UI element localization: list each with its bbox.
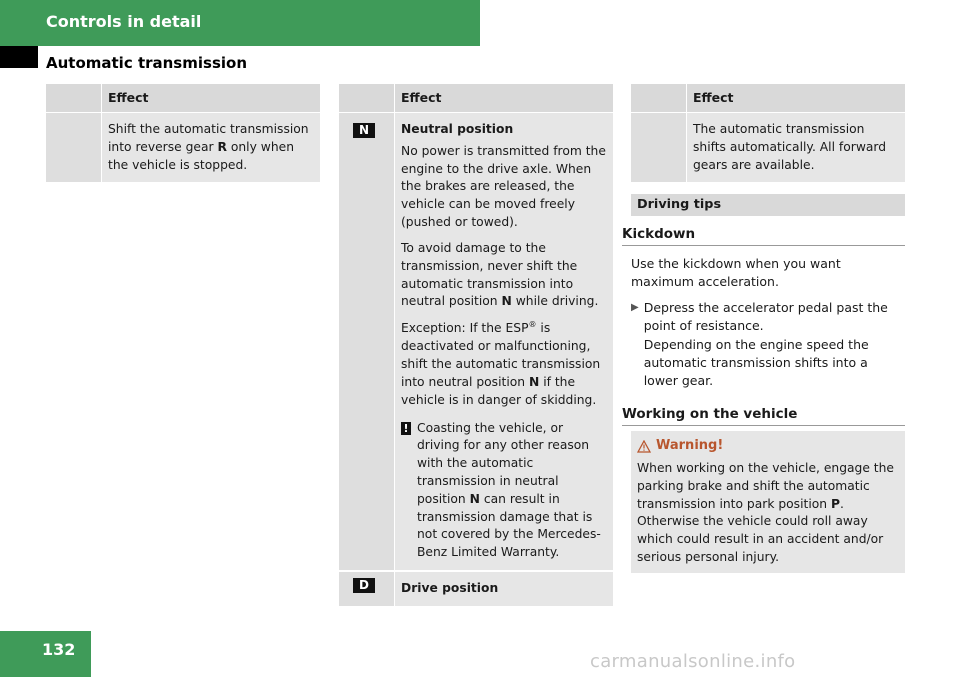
warning-box [631, 431, 905, 573]
icon-column-header [46, 84, 101, 113]
icon-column-header [631, 84, 686, 113]
effect-table-reverse [46, 84, 320, 184]
watermark: carmanualsonline.info [590, 651, 796, 672]
row-title: Neutral position [401, 122, 514, 136]
bullet-result: Depending on the engine speed the automatic transmission shifts into a lower gear. [643, 336, 869, 388]
effect-table-drive [631, 84, 905, 184]
icon-cell [631, 113, 686, 184]
warning-header [637, 437, 899, 456]
kickdown-body [631, 255, 905, 390]
arrow-bullet-icon: ▶ [631, 302, 639, 314]
paragraph: No power is transmitted from the engine to the drive axle. When the brakes are released, the vehicle can be moved freely (pushed or towed). [401, 143, 606, 230]
table-row [339, 572, 613, 608]
page-number-box [0, 631, 91, 677]
effect-cell [394, 113, 613, 572]
warning-title: Warning! [656, 438, 724, 453]
notice-exclamation-icon: ! [401, 422, 411, 435]
table-row [339, 113, 613, 572]
effect-header: Effect [101, 84, 320, 113]
bullet-step: Depress the accelerator pedal past the point of resistance. [643, 300, 888, 334]
gear-d-icon: D [353, 578, 375, 593]
icon-cell [339, 113, 394, 572]
warning-triangle-icon [637, 440, 651, 453]
reverse-text: Shift the automatic transmission into reverse gear [108, 122, 309, 154]
driving-tips-bar [631, 194, 905, 216]
driving-tips-label: Driving tips [637, 197, 722, 212]
list-item [631, 299, 905, 390]
icon-cell [339, 572, 394, 608]
effect-cell: The automatic transmission shifts automatically. All forward gears are available. [686, 113, 905, 184]
icon-column-header [339, 84, 394, 113]
effect-header: Effect [394, 84, 613, 113]
notice-text: Coasting the vehicle, or driving for any other reason with the automatic transmission in neutral position N can result in transmission damage that is not covered by the Mercedes-Benz Limited Warranty. [417, 420, 601, 560]
reverse-gear-letter: R [217, 139, 227, 154]
notice-block [401, 420, 607, 563]
effect-cell [394, 572, 613, 608]
page-number: 132 [42, 640, 76, 659]
icon-cell [46, 113, 101, 184]
reverse-text-tail: only when the vehicle is stopped. [108, 139, 294, 172]
kickdown-heading: Kickdown [622, 226, 905, 246]
section-title: Controls in detail [46, 12, 202, 31]
paragraph: Exception: If the ESP® is deactivated or malfunctioning, shift the automatic transmission into neutral position N if the vehicle is in danger of skidding. [401, 320, 601, 407]
paragraph: To avoid damage to the transmission, never shift the automatic transmission into neutral position N while driving. [401, 240, 599, 309]
page-subtitle: Automatic transmission [46, 54, 247, 72]
effect-cell [101, 113, 320, 184]
effect-header: Effect [686, 84, 905, 113]
gear-n-icon: N [353, 123, 375, 138]
effect-table-neutral-drive [339, 84, 613, 608]
header-tab-marker [0, 46, 38, 68]
warning-text: When working on the vehicle, engage the parking brake and shift the automatic transmission into park position P. Otherwise the vehicle could roll away which could result in an accident and/or serious personal injury. [637, 460, 894, 564]
working-heading: Working on the vehicle [622, 406, 905, 426]
row-title: Drive position [401, 581, 499, 596]
kickdown-intro: Use the kickdown when you want maximum acceleration. [631, 256, 841, 290]
